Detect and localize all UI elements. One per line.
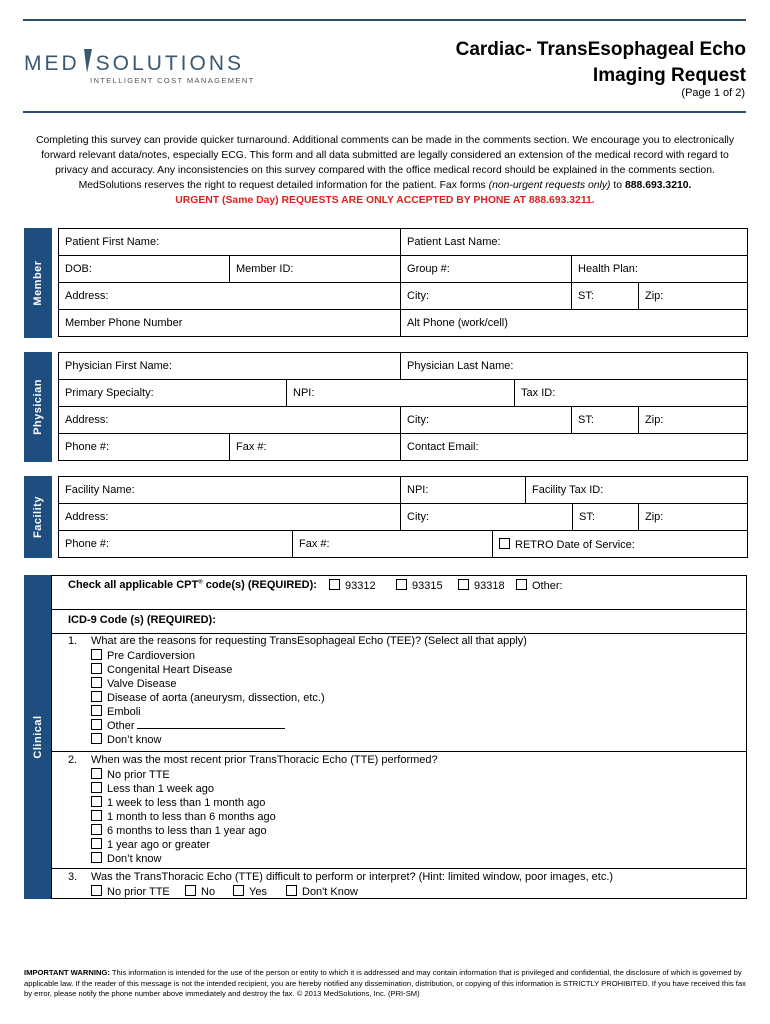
question-1: 1. What are the reasons for requesting TransEsophageal Echo (TEE)? (Select all that apply) Pre Cardioversion Congenital Heart Disease Valve Disease Disease of aorta (aneurysm, dissection, etc.) Emboli Other Don’t know (52, 633, 746, 752)
alt-phone-field[interactable]: Alt Phone (work/cell) (401, 310, 748, 337)
header-rule (23, 111, 746, 113)
clinical-section (51, 575, 747, 899)
q2-option[interactable]: Don’t know (91, 852, 161, 865)
other-underline[interactable] (137, 728, 285, 729)
cpt-option-93315[interactable]: 93315 (396, 579, 443, 592)
q2-option[interactable]: 1 year ago or greater (91, 838, 210, 851)
cpt-label: Check all applicable CPT® code(s) (REQUIRED): (68, 579, 317, 591)
member-zip-field[interactable]: Zip: (639, 283, 748, 310)
medsolutions-logo (24, 36, 264, 88)
group-field[interactable]: Group #: (401, 256, 572, 283)
physician-table (58, 352, 748, 461)
facility-address-field[interactable]: Address: (59, 504, 401, 531)
clinical-section-tab: Clinical (24, 575, 52, 899)
question-2-text: When was the most recent prior TransThoracic Echo (TTE) performed? (91, 754, 438, 766)
question-2: 2. When was the most recent prior TransThoracic Echo (TTE) performed? No prior TTE Less than 1 week ago 1 week to less than 1 month ago 1 month to less than 6 months ago 6 months to less than 1 year ago 1 year ago or greater Don’t know (52, 751, 746, 869)
cpt-option-other[interactable]: Other: (516, 579, 563, 592)
q2-option[interactable]: 1 month to less than 6 months ago (91, 810, 276, 823)
physician-city-field[interactable]: City: (401, 407, 572, 434)
patient-last-name-field[interactable]: Patient Last Name: (401, 229, 748, 256)
physician-phone-field[interactable]: Phone #: (59, 434, 230, 461)
q2-option[interactable]: No prior TTE (91, 768, 170, 781)
important-warning: IMPORTANT WARNING: This information is intended for the use of the person or entity to which it is addressed and may contain information that is privileged and confidential, the disclosure of which is governed by applicable law. If the reader of this message is not the intended recipient, you are hereby notified any dissemination, distribution, or copying of this information is STRICTLY PROHIBITED. If you have received this fax by error, please notify the phone number above immediately and destroy the fax. © 2013 MedSolutions, Inc. (PRI-SM) (24, 968, 746, 998)
q3-option-no[interactable]: No (185, 885, 215, 898)
q1-option[interactable]: Don’t know (91, 733, 161, 746)
top-rule (23, 19, 746, 21)
physician-tax-id-field[interactable]: Tax ID: (515, 380, 748, 407)
q3-option-yes[interactable]: Yes (233, 885, 267, 898)
facility-zip-field[interactable]: Zip: (639, 504, 748, 531)
physician-section-tab: Physician (24, 352, 52, 462)
physician-first-name-field[interactable]: Physician First Name: (59, 353, 401, 380)
facility-name-field[interactable]: Facility Name: (59, 477, 401, 504)
member-id-field[interactable]: Member ID: (230, 256, 401, 283)
facility-fax-field[interactable]: Fax #: (293, 531, 493, 558)
q1-option[interactable]: Disease of aorta (aneurysm, dissection, etc.) (91, 691, 325, 704)
q1-option[interactable]: Valve Disease (91, 677, 177, 690)
icd-row (52, 609, 746, 634)
q2-option[interactable]: 6 months to less than 1 year ago (91, 824, 267, 837)
cpt-row (52, 576, 746, 610)
q2-option[interactable]: 1 week to less than 1 month ago (91, 796, 265, 809)
question-3: 3. Was the TransThoracic Echo (TTE) difficult to perform or interpret? (Hint: limited window, poor images, etc.) No prior TTE No Yes Don't Know (68, 871, 614, 898)
primary-specialty-field[interactable]: Primary Specialty: (59, 380, 287, 407)
cpt-option-93312[interactable]: 93312 (329, 579, 376, 592)
physician-zip-field[interactable]: Zip: (639, 407, 748, 434)
contact-email-field[interactable]: Contact Email: (401, 434, 748, 461)
intro-paragraph: Completing this survey can provide quicker turnaround. Additional comments can be made in the comments section. We encourage you to electronically forward relevant data/notes, especially ECG. This form and all data submitted are legally considered an extension of the medical record with regard to privacy and accuracy. Any inconsistencies on this survey compared with the office medical record should be explained in the comments section. MedSolutions reserves the right to request detailed information for the patient. Fax forms (non-urgent requests only) to 888.693.3210. URGENT (Same Day) REQUESTS ARE ONLY ACCEPTED BY PHONE AT 888.693.3211. (35, 135, 735, 206)
member-city-field[interactable]: City: (401, 283, 572, 310)
q1-option[interactable]: Emboli (91, 705, 141, 718)
facility-st-field[interactable]: ST: (573, 504, 639, 531)
retro-checkbox[interactable] (499, 538, 510, 549)
health-plan-field[interactable]: Health Plan: (572, 256, 748, 283)
logo-tagline: INTELLIGENT COST MANAGEMENT (90, 76, 255, 85)
member-table (58, 228, 748, 337)
icd-label[interactable]: ICD-9 Code (s) (REQUIRED): (68, 614, 216, 626)
question-1-text: What are the reasons for requesting TransEsophageal Echo (TEE)? (Select all that apply) (91, 635, 527, 647)
q1-option[interactable]: Congenital Heart Disease (91, 663, 232, 676)
q1-option-other[interactable]: Other (91, 719, 285, 732)
facility-tax-id-field[interactable]: Facility Tax ID: (526, 477, 748, 504)
facility-phone-field[interactable]: Phone #: (59, 531, 293, 558)
q2-option[interactable]: Less than 1 week ago (91, 782, 214, 795)
physician-fax-field[interactable]: Fax #: (230, 434, 401, 461)
q3-option-no-prior[interactable]: No prior TTE (91, 885, 170, 898)
member-address-field[interactable]: Address: (59, 283, 401, 310)
member-st-field[interactable]: ST: (572, 283, 639, 310)
retro-date-field[interactable]: RETRO Date of Service: (493, 531, 748, 558)
question-3-text: Was the TransThoracic Echo (TTE) difficult to perform or interpret? (Hint: limited window, poor images, etc.) (91, 871, 614, 883)
q1-option[interactable]: Pre Cardioversion (91, 649, 195, 662)
facility-section-tab: Facility (24, 476, 52, 558)
physician-address-field[interactable]: Address: (59, 407, 401, 434)
page-number: (Page 1 of 2) (681, 87, 745, 99)
form-title: Cardiac- TransEsophageal Echo Imaging Request (455, 39, 746, 86)
member-section-tab: Member (24, 228, 52, 338)
physician-last-name-field[interactable]: Physician Last Name: (401, 353, 748, 380)
physician-npi-field[interactable]: NPI: (287, 380, 515, 407)
member-phone-field[interactable]: Member Phone Number (59, 310, 401, 337)
q3-option-dont-know[interactable]: Don't Know (286, 885, 358, 898)
facility-npi-field[interactable]: NPI: (401, 477, 526, 504)
urgent-notice: URGENT (Same Day) REQUESTS ARE ONLY ACCEPTED BY PHONE AT 888.693.3211. (175, 195, 595, 206)
cpt-option-93318[interactable]: 93318 (458, 579, 505, 592)
physician-st-field[interactable]: ST: (572, 407, 639, 434)
facility-table (58, 476, 748, 558)
logo-name: MED SOLUTIONS (24, 48, 244, 76)
dob-field[interactable]: DOB: (59, 256, 230, 283)
facility-city-field[interactable]: City: (401, 504, 573, 531)
patient-first-name-field[interactable]: Patient First Name: (59, 229, 401, 256)
